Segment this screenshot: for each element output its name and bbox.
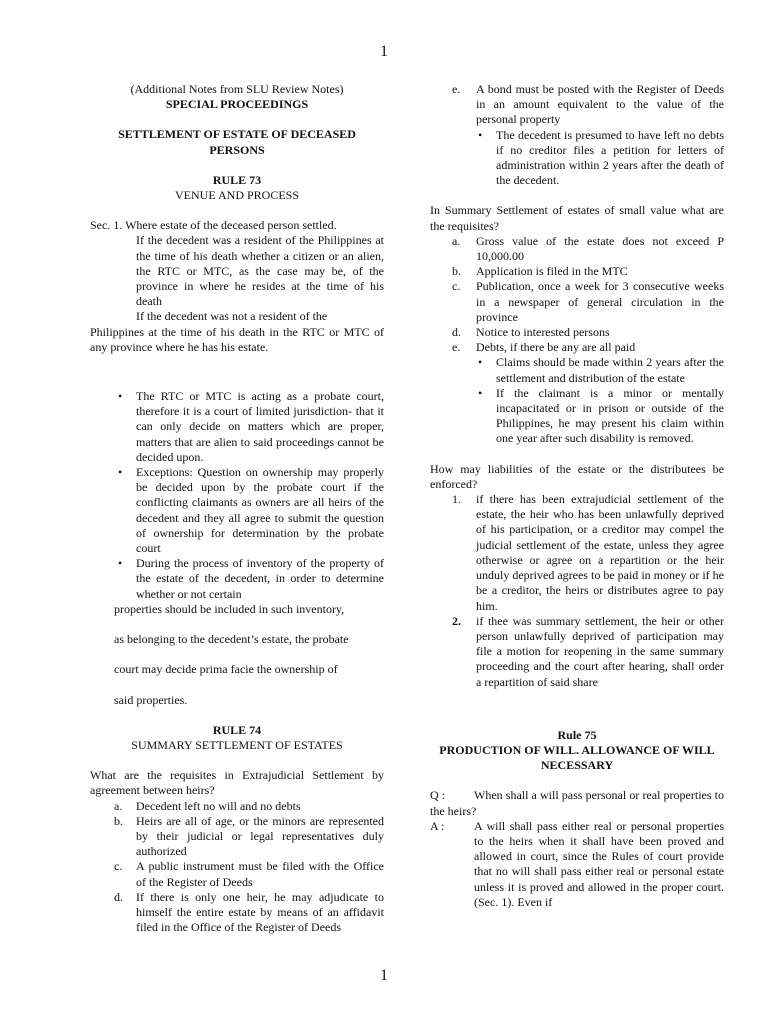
extrajudicial-question: What are the requisites in Extrajudicial Settlement by agreement between heirs? <box>90 768 384 798</box>
list-marker: d. <box>452 325 461 340</box>
summary-requisites-list <box>452 234 724 356</box>
list-item <box>452 234 724 264</box>
list-item <box>114 890 384 936</box>
list-marker: a. <box>114 798 123 813</box>
question-label: Q : <box>430 788 445 803</box>
page-number-bottom: 1 <box>380 967 388 984</box>
list-item <box>452 279 724 325</box>
rule-73-subheading: VENUE AND PROCESS <box>174 188 300 203</box>
list-item-text: Debts, if there be any are all paid <box>476 340 636 355</box>
continuation-line: properties should be included in such inventory, <box>114 601 345 616</box>
list-item <box>452 325 724 340</box>
list-marker: b. <box>452 264 461 279</box>
left-column <box>90 82 384 935</box>
section-1-heading: Sec. 1. Where estate of the deceased person settled. <box>90 218 337 233</box>
answer-block <box>430 819 724 910</box>
list-marker: 1. <box>452 492 461 507</box>
list-marker: d. <box>114 889 123 904</box>
list-item <box>430 82 724 128</box>
rule-75-heading: Rule 75 <box>557 727 597 742</box>
liabilities-question: How may liabilities of the estate or the distributees be enforced? <box>430 461 724 491</box>
rule-74-heading: RULE 74 <box>212 722 262 737</box>
list-item <box>114 859 384 889</box>
right-column <box>430 82 724 910</box>
list-item: • The decedent is presumed to have left no debts if no creditor files a petition for letters of administration within 2 years after the death of the decedent. <box>496 128 724 189</box>
list-marker: 2. <box>452 613 461 628</box>
liabilities-list <box>452 492 724 690</box>
list-item: • Claims should be made within 2 years after the settlement and distribution of the estate <box>496 355 724 385</box>
subject-heading: SPECIAL PROCEEDINGS <box>165 97 309 112</box>
list-item: • Exceptions: Question on ownership may properly be decided upon by the probate court if the conflicting claimants as owners are all heirs of the decedent and they all agree to submit the question of ownership for determination by the probate court <box>136 465 384 556</box>
list-item-text: If there is only one heir, he may adjudicate to himself the entire estate by means of an affidavit filed in the Office of the Register of Deeds <box>136 889 384 935</box>
list-item: • The RTC or MTC is acting as a probate court, therefore it is a court of limited jurisdiction- that it can only decide on matters which are proper, matters that are alien to said proceedings cannot be decided upon. <box>136 389 384 465</box>
list-marker: e. <box>452 82 461 96</box>
list-item-text: Decedent left no will and no debts <box>136 798 301 813</box>
list-marker: b. <box>114 813 123 828</box>
list-item <box>452 264 724 279</box>
list-item <box>452 340 724 355</box>
list-item-text: Heirs are all of age, or the minors are represented by their judicial or legal representatives duly authorized <box>136 813 384 859</box>
summary-settlement-question: In Summary Settlement of estates of small value what are the requisites? <box>430 203 724 233</box>
list-item: • During the process of inventory of the property of the estate of the decedent, in order to determine whether or not certain <box>136 556 384 602</box>
continuation-line: as belonging to the decedent’s estate, the probate <box>114 632 349 647</box>
list-item-text: if there has been extrajudicial settlement of the estate, the heir who has been unlawfully deprived of his participation, or a creditor may compel the judicial settlement of the estate, unless they agree otherwise or agree on a repartition or the heir unduly deprived agrees to be paid in money or if he be a creditor, the heirs or distributes agree to pay him. <box>476 492 724 613</box>
bond-notes-list <box>496 128 724 189</box>
list-item-text: A public instrument must be filed with the Office of the Register of Deeds <box>136 859 384 889</box>
list-item-text: Publication, once a week for 3 consecutive weeks in a newspaper of general circulation in the province <box>476 279 724 324</box>
list-marker: c. <box>114 859 123 874</box>
list-item-text: Gross value of the estate does not exceed P 10,000.00 <box>476 233 724 264</box>
source-note: (Additional Notes from SLU Review Notes) <box>130 82 344 96</box>
list-item-text: if thee was summary settlement, the heir or other person unlawfully deprived of participation may file a motion for reopening in the same summary proceeding and the court after hearing, shall order a repartition of said share <box>476 613 724 689</box>
list-marker: e. <box>452 340 461 355</box>
continuation-line: court may decide prima facie the ownership of <box>114 662 338 677</box>
question-block <box>430 788 724 818</box>
title-line-1: SETTLEMENT OF ESTATE OF DECEASED <box>118 127 356 142</box>
question-text: When shall a will pass personal or real properties to the heirs? <box>430 788 724 818</box>
page-number-top: 1 <box>380 43 388 60</box>
list-item-text: A bond must be posted with the Register of Deeds in an amount equivalent to the value of the personal property <box>476 82 724 127</box>
list-item <box>114 814 384 860</box>
continuation-line: said properties. <box>114 692 188 707</box>
list-marker: a. <box>452 233 461 248</box>
extrajudicial-requisites-list <box>114 799 384 936</box>
list-item <box>114 799 384 814</box>
title-line-2: PERSONS <box>209 142 265 157</box>
section-1-paragraph-2-rest: Philippines at the time of his death in the RTC or MTC of any province where he has his estate. <box>90 324 384 354</box>
rule-75-title: PRODUCTION OF WILL. ALLOWANCE OF WILL NECESSARY <box>439 742 715 773</box>
list-item <box>452 614 724 690</box>
list-item-text: Application is filed in the MTC <box>476 264 628 279</box>
list-item-text: Notice to interested persons <box>476 325 610 340</box>
list-item <box>452 492 724 614</box>
rule-74-subheading: SUMMARY SETTLEMENT OF ESTATES <box>131 737 343 752</box>
list-item: • If the claimant is a minor or mentally incapacitated or in prison or outside of the Philippines, he may present his claim within one year after such disability is removed. <box>496 386 724 447</box>
probate-notes-list <box>136 389 384 602</box>
claims-notes-list <box>496 355 724 446</box>
list-marker: c. <box>452 279 461 294</box>
section-1-paragraph-1: If the decedent was a resident of the Philippines at the time of his death whether a citizen or an alien, the RTC or MTC, as the case may be, of the province in where he resides at the time of his death <box>136 233 384 309</box>
answer-label: A : <box>430 818 445 833</box>
answer-text: A will shall pass either real or personal properties to the heirs when it shall have been proved and allowed in court, since the Rules of court provide that no will shall pass either real or personal estate unless it is proved and allowed in the proper court. (Sec. 1). Even if <box>474 818 724 909</box>
section-1-paragraph-2-first: If the decedent was not a resident of the <box>136 309 328 324</box>
rule-73-heading: RULE 73 <box>212 172 262 187</box>
